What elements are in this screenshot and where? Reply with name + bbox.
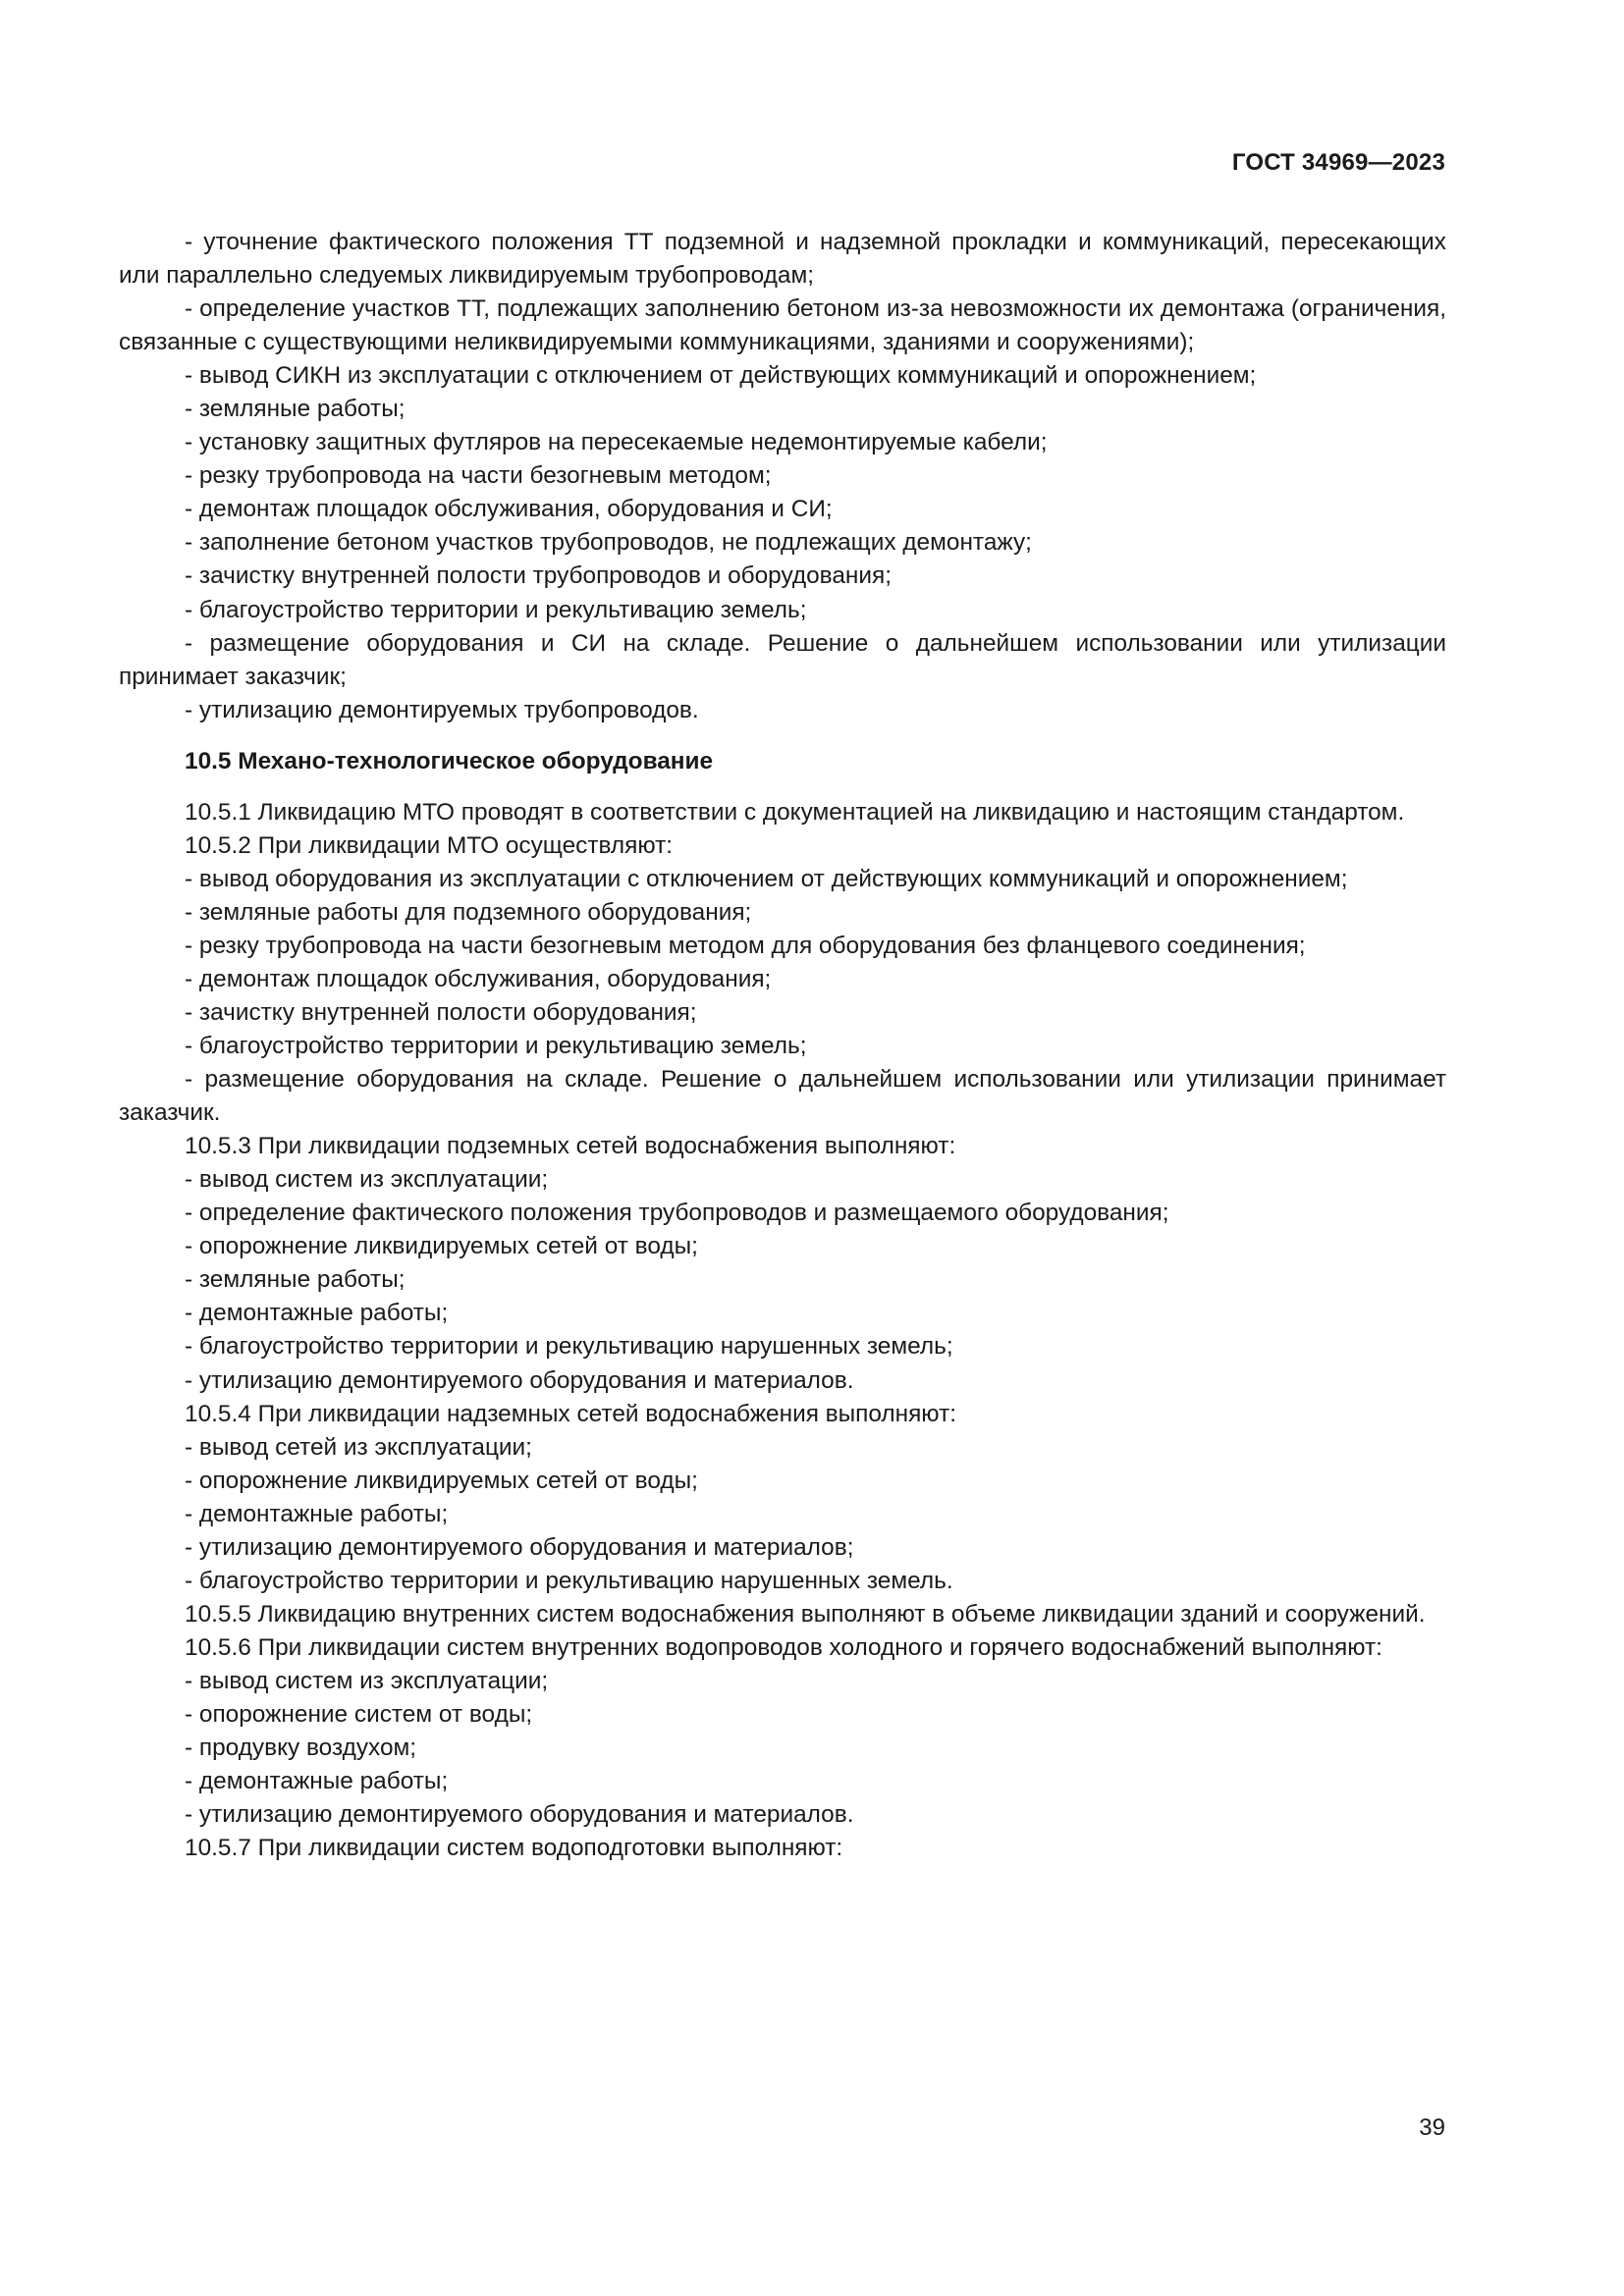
paragraph: - благоустройство территории и рекультивацию земель; (185, 1033, 807, 1060)
paragraph: - вывод систем из эксплуатации; (185, 1667, 549, 1694)
page-number: 39 (1419, 2114, 1445, 2141)
paragraph: - утилизацию демонтируемого оборудования и материалов; (185, 1533, 854, 1561)
paragraph: - определение участков ТТ, подлежащих заполнению бетоном из-за невозможности их демонтажа (ограничения, связанные с существующими неликвидируемыми коммуникациями, зданиями и сооружениями); (119, 295, 1446, 356)
paragraph: - демонтаж площадок обслуживания, оборудования; (185, 965, 772, 992)
paragraph: - благоустройство территории и рекультивацию земель; (185, 596, 807, 623)
section-heading: 10.5 Механо-технологическое оборудование (185, 747, 714, 774)
paragraph: - демонтажные работы; (185, 1300, 449, 1327)
paragraph: - резку трубопровода на части безогневым методом; (185, 462, 772, 490)
paragraph: - резку трубопровода на части безогневым методом для оборудования без фланцевого соединения; (185, 932, 1306, 959)
paragraph: - размещение оборудования на складе. Решение о дальнейшем использовании или утилизации принимает заказчик. (119, 1066, 1446, 1127)
paragraph: - вывод оборудования из эксплуатации с отключением от действующих коммуникаций и опорожнением; (185, 865, 1348, 892)
paragraph: 10.5.1 Ликвидацию МТО проводят в соответствии с документацией на ликвидацию и настоящим стандартом. (185, 798, 1405, 826)
paragraph: 10.5.6 При ликвидации систем внутренних водопроводов холодного и горячего водоснабжений выполняют: (185, 1633, 1382, 1661)
paragraph: - размещение оборудования и СИ на складе. Решение о дальнейшем использовании или утилизации принимает заказчик; (119, 629, 1446, 690)
clauses-block-mto (119, 796, 1446, 1866)
paragraph: - земляные работы; (185, 1266, 406, 1294)
paragraph: - заполнение бетоном участков трубопроводов, не подлежащих демонтажу; (185, 529, 1032, 557)
paragraph: - продувку воздухом; (185, 1735, 417, 1762)
paragraph: - уточнение фактического положения ТТ подземной и надземной прокладки и коммуникаций, пересекающих или параллельно следуемых ликвидируемым трубопроводам; (119, 229, 1446, 290)
paragraph: - земляные работы; (185, 396, 406, 423)
paragraph: - опорожнение ликвидируемых сетей от воды; (185, 1233, 698, 1260)
paragraph: - опорожнение систем от воды; (185, 1700, 533, 1728)
paragraph: - зачистку внутренней полости оборудования; (185, 998, 697, 1026)
paragraph: - утилизацию демонтируемых трубопроводов. (185, 696, 699, 723)
paragraph: - благоустройство территории и рекультивацию нарушенных земель. (185, 1567, 953, 1594)
paragraph: - вывод сетей из эксплуатации; (185, 1433, 532, 1461)
paragraph: - благоустройство территории и рекультивацию нарушенных земель; (185, 1333, 953, 1361)
paragraph: - зачистку внутренней полости трубопроводов и оборудования; (185, 562, 892, 590)
paragraph: 10.5.4 При ликвидации надземных сетей водоснабжения выполняют: (185, 1400, 957, 1427)
paragraph: - опорожнение ликвидируемых сетей от воды; (185, 1467, 698, 1494)
paragraph: - демонтажные работы; (185, 1768, 449, 1795)
paragraph: - утилизацию демонтируемого оборудования и материалов. (185, 1366, 854, 1394)
paragraph: - демонтажные работы; (185, 1500, 449, 1527)
paragraph: - земляные работы для подземного оборудования; (185, 898, 752, 926)
list-block-pipelines (119, 226, 1446, 727)
paragraph: 10.5.5 Ликвидацию внутренних систем водоснабжения выполняют в объеме ликвидации зданий и сооружений. (185, 1600, 1426, 1628)
paragraph: - установку защитных футляров на пересекаемые недемонтируемые кабели; (185, 429, 1048, 456)
document-code-header: ГОСТ 34969—2023 (1231, 149, 1445, 176)
page-body (119, 226, 1446, 1865)
paragraph: - вывод систем из эксплуатации; (185, 1166, 549, 1194)
paragraph: - определение фактического положения трубопроводов и размещаемого оборудования; (185, 1200, 1169, 1227)
paragraph: 10.5.2 При ликвидации МТО осуществляют: (185, 831, 674, 859)
paragraph: 10.5.7 При ликвидации систем водоподготовки выполняют: (185, 1835, 843, 1862)
paragraph: - вывод СИКН из эксплуатации с отключением от действующих коммуникаций и опорожнением; (185, 362, 1257, 390)
paragraph: - демонтаж площадок обслуживания, оборудования и СИ; (185, 496, 833, 523)
paragraph: 10.5.3 При ликвидации подземных сетей водоснабжения выполняют: (185, 1133, 956, 1160)
paragraph: - утилизацию демонтируемого оборудования и материалов. (185, 1801, 854, 1829)
